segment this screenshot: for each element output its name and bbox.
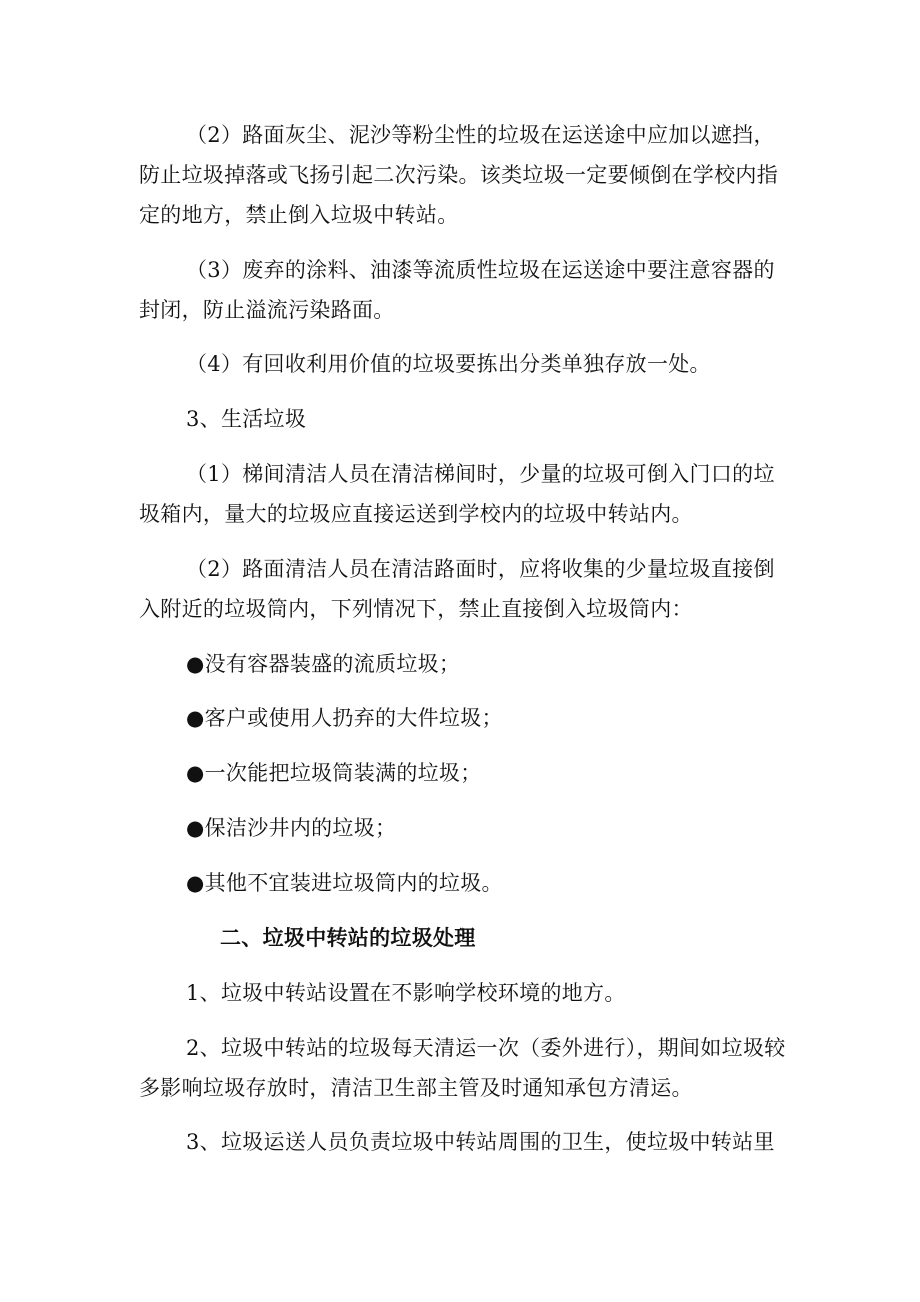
- section-subheading: 3、生活垃圾: [186, 407, 307, 431]
- bullet-item: ●其他不宜装进垃圾筒内的垃圾。: [186, 871, 503, 895]
- paragraph-line: 3、垃圾运送人员负责垃圾中转站周围的卫生，使垃圾中转站里: [186, 1130, 775, 1154]
- paragraph-line: 2、垃圾中转站的垃圾每天清运一次（委外进行），期间如垃圾较: [186, 1036, 786, 1060]
- paragraph-line: 定的地方，禁止倒入垃圾中转站。: [139, 203, 459, 227]
- bullet-item: ●没有容器装盛的流质垃圾；: [186, 652, 461, 676]
- paragraph-line: （1）梯间清洁人员在清洁梯间时，少量的垃圾可倒入门口的垃: [186, 462, 775, 486]
- paragraph-line: 圾箱内，量大的垃圾应直接运送到学校内的垃圾中转站内。: [139, 502, 693, 526]
- section-heading: 二、垃圾中转站的垃圾处理: [220, 925, 476, 950]
- paragraph-line: （4）有回收利用价值的垃圾要拣出分类单独存放一处。: [186, 352, 711, 376]
- paragraph-line: 封闭，防止溢流污染路面。: [139, 298, 395, 322]
- bullet-item: ●保洁沙井内的垃圾；: [186, 816, 397, 840]
- paragraph-line: 防止垃圾掉落或飞扬引起二次污染。该类垃圾一定要倾倒在学校内指: [139, 163, 778, 187]
- bullet-item: ●客户或使用人扔弃的大件垃圾；: [186, 706, 503, 730]
- bullet-item: ●一次能把垃圾筒装满的垃圾；: [186, 761, 482, 785]
- paragraph-line: 多影响垃圾存放时，清洁卫生部主管及时通知承包方清运。: [139, 1076, 693, 1100]
- paragraph-line: （3）废弃的涂料、油漆等流质性垃圾在运送途中要注意容器的: [186, 258, 775, 282]
- paragraph-line: 1、垃圾中转站设置在不影响学校环境的地方。: [186, 981, 626, 1005]
- paragraph-line: 入附近的垃圾筒内，下列情况下，禁止直接倒入垃圾筒内：: [139, 597, 693, 621]
- paragraph-line: （2）路面清洁人员在清洁路面时，应将收集的少量垃圾直接倒: [186, 557, 775, 581]
- paragraph-line: （2）路面灰尘、泥沙等粉尘性的垃圾在运送途中应加以遮挡，: [186, 123, 775, 147]
